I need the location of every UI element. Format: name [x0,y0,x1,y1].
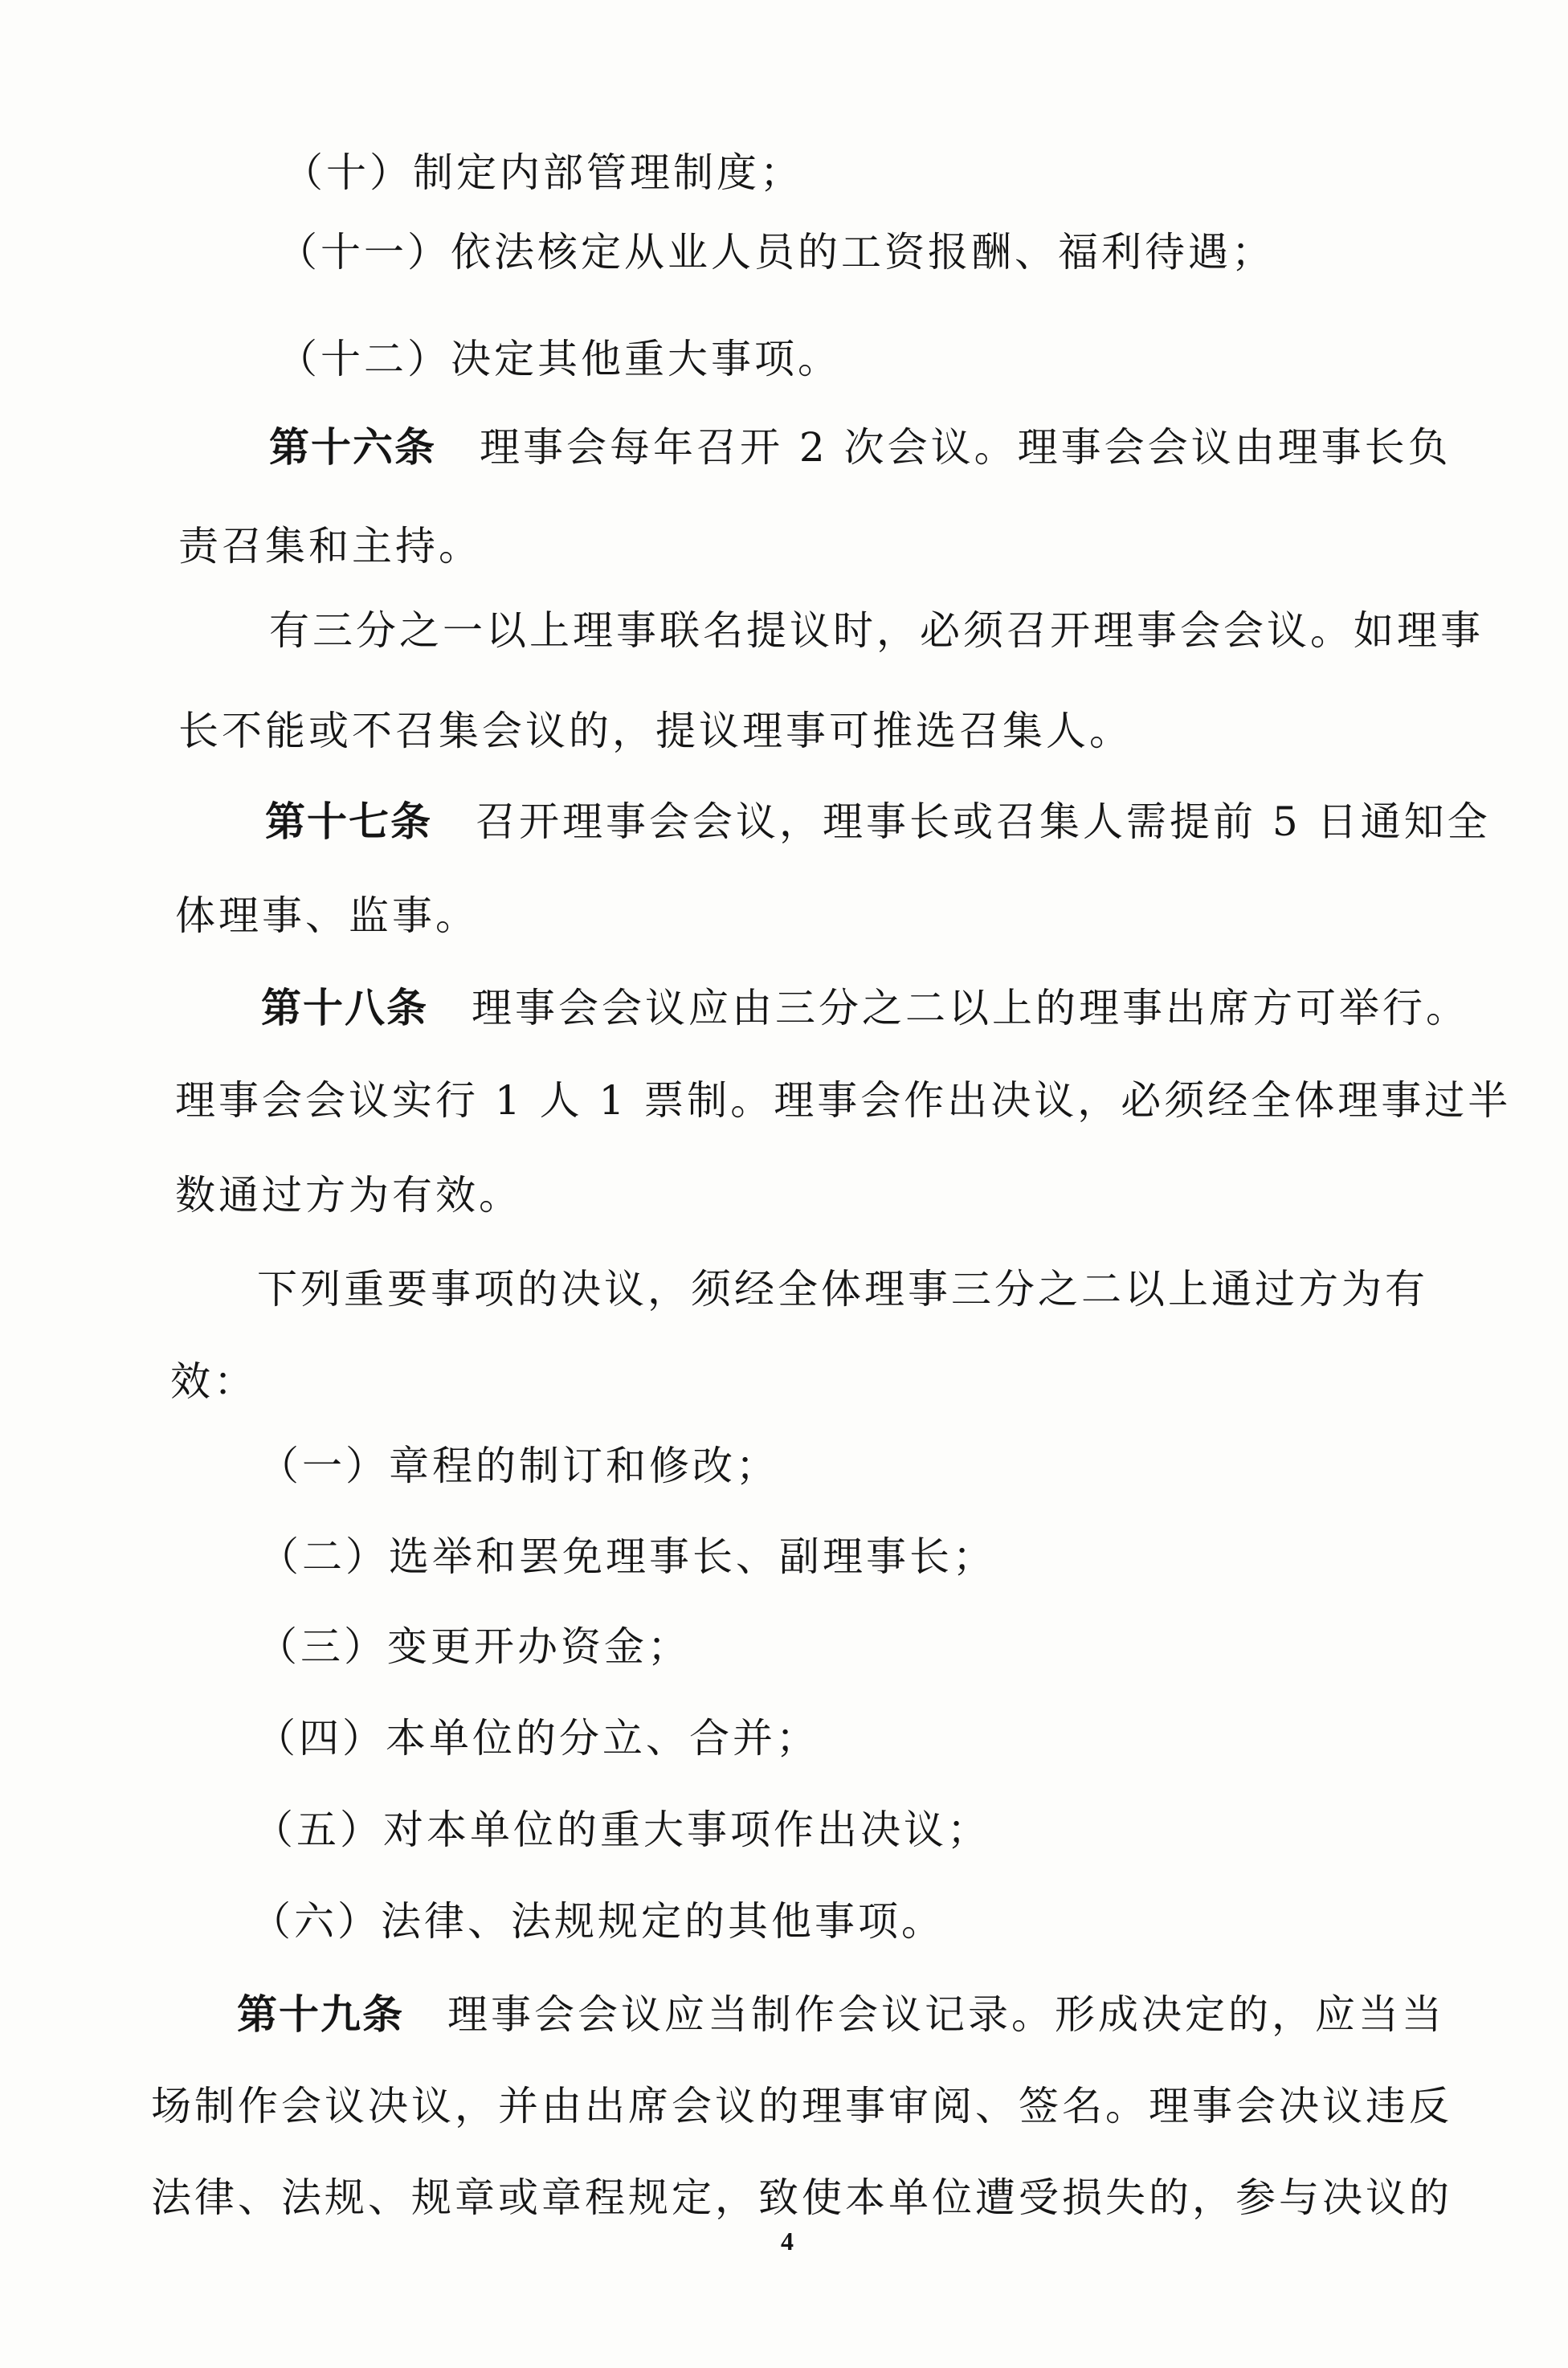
page-number: 4 [781,2227,794,2256]
article-16-line-2: 责召集和主持。 [178,523,482,570]
item-twelve: （十二）决定其他重大事项。 [277,336,841,382]
article-19-text: 理事会会议应当制作会议记录。形成决定的，应当当 [447,1991,1445,2038]
article-19-line-3: 法律、法规、规章或章程规定，致使本单位遭受损失的，参与决议的 [151,2174,1452,2221]
article-17-line-2: 体理事、监事。 [175,892,479,939]
list-item-3: （三）变更开办资金； [257,1623,691,1670]
list-item-4: （四）本单位的分立、合并； [255,1715,819,1762]
article-18-line-2: 理事会会议实行 1 人 1 票制。理事会作出决议，必须经全体理事过半 [175,1077,1512,1124]
article-19-line-2: 场制作会议决议，并由出席会议的理事审阅、签名。理事会决议违反 [151,2083,1452,2129]
article-18-line-1 [261,984,1469,1032]
article-19-heading: 第十九条 [237,1991,404,2038]
list-item-6: （六）法律、法规规定的其他事项。 [251,1898,945,1945]
article-16-para-2-line-1: 有三分之一以上理事联名提议时，必须召开理事会会议。如理事 [269,607,1484,654]
list-item-2: （二）选举和罢免理事长、副理事长； [259,1533,996,1580]
list-item-1: （一）章程的制订和修改； [259,1443,779,1489]
article-18-text: 理事会会议应由三分之二以上的理事出席方可举行。 [472,985,1469,1031]
article-16-line-1 [269,423,1452,472]
article-16-heading: 第十六条 [269,424,436,471]
article-16-para-2-line-2: 长不能或不召集会议的，提议理事可推选召集人。 [178,708,1133,754]
article-16-text: 理事会每年召开 2 次会议。理事会会议由理事长负 [480,424,1452,471]
article-17-heading: 第十七条 [265,798,432,845]
article-18-line-3: 数通过方为有效。 [175,1172,522,1219]
item-ten: （十）制定内部管理制度； [283,149,803,196]
item-eleven: （十一）依法核定从业人员的工资报酬、福利待遇； [277,229,1275,276]
article-18-heading: 第十八条 [261,985,428,1031]
article-18-para-2-line-1: 下列重要事项的决议，须经全体理事三分之二以上通过方为有 [257,1266,1428,1313]
article-18-para-2-line-2: 效： [170,1358,257,1405]
article-17-line-1 [265,798,1491,846]
article-17-text: 召开理事会会议，理事长或召集人需提前 5 日通知全 [476,798,1491,845]
article-19-line-1 [237,1990,1445,2039]
list-item-5: （五）对本单位的重大事项作出决议； [253,1807,990,1853]
